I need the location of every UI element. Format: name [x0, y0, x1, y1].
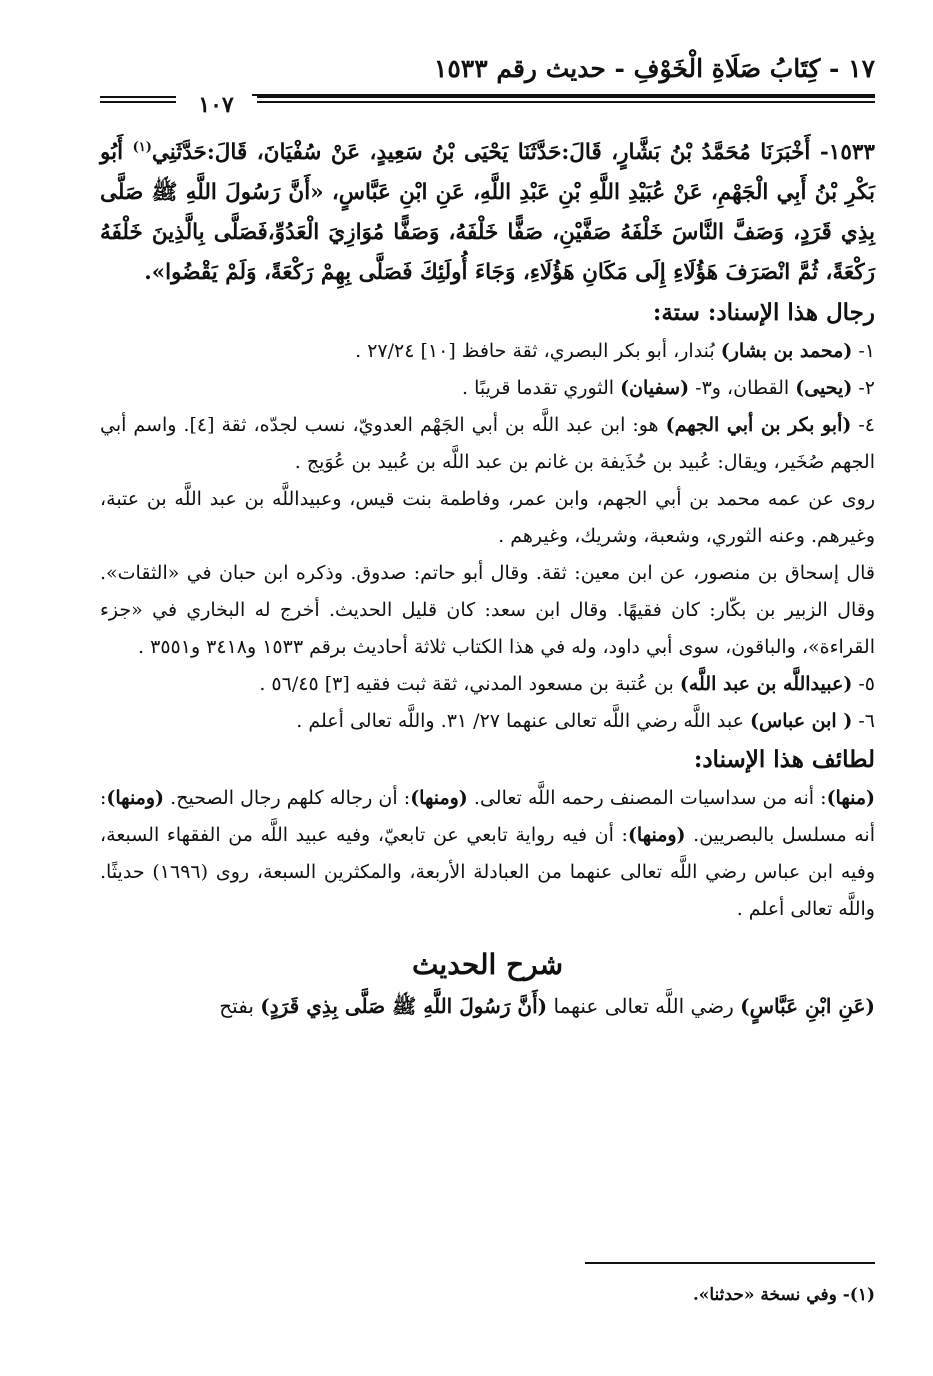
narrator-1-name: (محمد بن بشار): [720, 340, 853, 363]
subtleties-text: [100, 780, 875, 928]
subtlety-text-4: : أن فيه رواية تابعي عن تابعيّ، وفيه عبيد اللَّه من الفقهاء السبعة، وفيه ابن عباس رضي اللَّه تعالى عنهما من العبادلة الأربعة، والمكثرين السبعة، روى (١٦٩٦) حديثًا. واللَّه تعالى أعلم .: [100, 824, 875, 921]
hadith-text: [100, 128, 875, 293]
header-rule-right: [257, 96, 875, 103]
subtleties-heading: لطائف هذا الإسناد:: [693, 746, 875, 774]
narrator-4-name: (أبو بكر بن أبي الجهم): [665, 414, 852, 437]
narrator-6: [100, 703, 875, 740]
subtlety-text-1: : أنه من سداسيات المصنف رحمه اللَّه تعالى.: [467, 787, 827, 810]
narrator-6-number: ٦-: [852, 710, 875, 733]
hadith-text-part1: ١٥٣٣- أَخْبَرَنَا مُحَمَّدُ بْنُ بَشَّارٍ، قَالَ:حَدَّثَنَا يَحْيَى بْنُ سَعِيدٍ، عَنْ سُفْيَانَ، قَالَ:حَدَّثَنِي: [151, 140, 875, 166]
hadith-text-part2: أَبُو بَكْرِ بْنُ أَبِي الْجَهْمِ، عَنْ عُبَيْدِ اللَّهِ بْنِ عَبْدِ اللَّهِ، عَنِ ابْنِ عَبَّاسٍ، «أَنَّ رَسُولَ اللَّهِ ﷺ صَلَّى بِذِي قَرَدٍ، وَصَفَّ النَّاسَ خَلْفَهُ صَفَّيْنِ، صَفًّا خَلْفَهُ، وَصَفًّا مُوَازِيَ الْعَدُوِّ،فَصَلَّى بِالَّذِينَ خَلْفَهُ رَكْعَةً، ثُمَّ انْصَرَفَ هَؤُلَاءِ إِلَى مَكَانِ هَؤُلَاءِ، وَجَاءَ أُولَئِكَ فَصَلَّى بِهِمْ رَكْعَةً، وَلَمْ يَقْضُوا».: [100, 140, 875, 286]
subtlety-marker-1: (منها): [826, 787, 875, 810]
page-number: ١٠٧: [198, 92, 234, 118]
narrator-2-3-text: الثوري تقدما قريبًا .: [462, 377, 621, 400]
commentary-quote-2: (أَنَّ رَسُولَ اللَّهِ ﷺ صَلَّى بِذِي قَرَدٍ): [260, 994, 548, 1019]
footnote-separator: [585, 1262, 875, 1264]
narrator-4-grading: قال إسحاق بن منصور، عن ابن معين: ثقة. وقال أبو حاتم: صدوق. وذكره ابن حبان في «الثقات». وقال الزبير بن بكّار: كان فقيهًا. وقال ابن سعد: كان قليل الحديث. أخرج له البخاري في «جزء القراءة»، والباقون، سوى أبي داود، وله في هذا الكتاب ثلاثة أحاديث برقم ١٥٣٣ و٣٤١٨ و٣٥٥١ .: [100, 562, 875, 659]
narrator-4-teachers: روى عن عمه محمد بن أبي الجهم، وابن عمر، وفاطمة بنت قيس، وعبيداللَّه بن عبد اللَّه بن عتبة، وغيرهم. وعنه الثوري، وشعبة، وشريك، وغيرهم .: [100, 488, 875, 548]
narrator-6-name: ( ابن عباس): [750, 710, 853, 733]
page-header: [100, 52, 875, 122]
subtlety-marker-4: (ومنها): [627, 824, 686, 847]
narrator-1-text: بُندار، أبو بكر البصري، ثقة حافظ [١٠] ٢٧/٢٤ .: [355, 340, 721, 363]
commentary-text-1: رضي اللَّه تعالى عنهما: [547, 994, 741, 1019]
footnote-marker: (١): [132, 140, 152, 155]
narrator-1: [100, 333, 875, 370]
narrator-1-number: ١-: [852, 340, 875, 363]
narrator-3-name: (سفيان): [620, 377, 690, 400]
running-title: ١٧ - كِتَابُ صَلَاةِ الْخَوْفِ - حديث رقم ١٥٣٣: [433, 54, 875, 83]
narrator-5-text: بن عُتبة بن مسعود المدني، ثقة ثبت فقيه [٣] ٥٦/٤٥ .: [259, 673, 680, 696]
commentary-heading: شرح الحديث: [411, 948, 564, 982]
narrator-2-3: [100, 370, 875, 407]
commentary-text-2: بفتح: [219, 994, 261, 1019]
narrator-4-text: هو: ابن عبد اللَّه بن أبي الجَهْم العدويّ، نسب لجدّه، ثقة [٤]. واسم أبي الجهم صُخَير، ويقال: عُبيد بن حُذَيفة بن غانم بن عبد اللَّه بن عُبيد بن عُوَيج .: [100, 414, 875, 474]
narrator-2-mid: القطان، و٣-: [689, 377, 796, 400]
header-rule-left: [100, 96, 176, 103]
commentary-text: [100, 988, 875, 1025]
narrator-2-number: ٢-: [852, 377, 875, 400]
narrator-5: [100, 666, 875, 703]
subtlety-text-2: : أن رجاله كلهم رجال الصحيح.: [164, 787, 411, 810]
subtlety-text-3: : أنه مسلسل بالبصريين.: [100, 787, 875, 847]
footnote: (١)- وفي نسخة «حدثنا».: [692, 1285, 875, 1305]
narrators-heading: رجال هذا الإسناد: ستة:: [652, 299, 875, 327]
narrator-4: [100, 407, 875, 481]
subtlety-marker-3: (ومنها): [106, 787, 165, 810]
narrator-5-number: ٥-: [852, 673, 875, 696]
main-text: [100, 128, 875, 1025]
narrator-4-number: ٤-: [851, 414, 875, 437]
narrator-6-text: عبد اللَّه رضي اللَّه تعالى عنهما ٢٧/ ٣١. واللَّه تعالى أعلم .: [296, 710, 751, 733]
subtlety-marker-2: (ومنها): [410, 787, 468, 810]
commentary-quote-1: (عَنِ ابْنِ عَبَّاسٍ): [740, 994, 875, 1019]
narrator-5-name: (عبيداللَّه بن عبد اللَّه): [679, 673, 853, 696]
narrator-2-name: (يحيى): [795, 377, 853, 400]
